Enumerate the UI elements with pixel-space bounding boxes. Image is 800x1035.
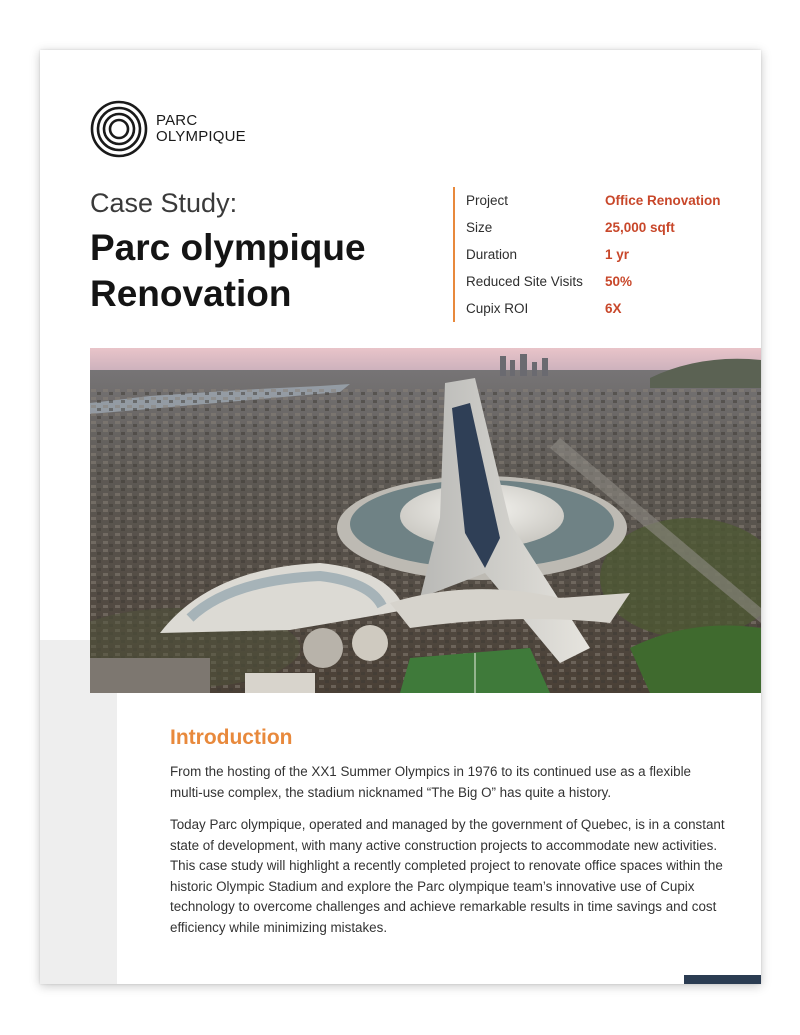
logo-line-1: PARC <box>156 112 198 129</box>
fact-row-project <box>466 187 721 214</box>
logo-wordmark <box>156 113 246 145</box>
title-line-1: Parc olympique <box>90 227 366 268</box>
fact-row-size <box>466 214 721 241</box>
fact-label: Reduced Site Visits <box>466 274 583 289</box>
parc-olympique-logo <box>90 100 246 158</box>
fact-value: 6X <box>605 301 622 316</box>
stadium-aerial-photo <box>90 348 761 693</box>
fact-row-duration <box>466 241 721 268</box>
intro-paragraph-1: From the hosting of the XX1 Summer Olympics in 1976 to its continued use as a flexible multi-use complex, the stadium nicknamed “The Big O” has quite a history. <box>170 764 692 800</box>
case-study-eyebrow: Case Study: <box>90 188 238 218</box>
introduction-heading: Introduction <box>170 726 293 749</box>
logo-line-2: OLYMPIQUE <box>156 128 246 145</box>
fact-row-site-visits <box>466 268 721 295</box>
fact-value: Office Renovation <box>605 193 721 208</box>
title-line-2: Renovation <box>90 273 292 314</box>
concentric-rings-icon <box>90 100 148 158</box>
case-study-page <box>40 50 761 984</box>
fact-label: Cupix ROI <box>466 301 529 316</box>
corner-accent-bar <box>684 975 761 984</box>
fact-value: 25,000 sqft <box>605 220 675 235</box>
fact-row-roi <box>466 295 721 322</box>
intro-paragraph-2: Today Parc olympique, operated and managed by the government of Quebec, is in a constant state of development, with many active construction projects to accommodate new activities. This case study will highlight a recently completed project to renovate office spaces within the historic Olympic Stadium and explore the Parc olympique team’s innovative use of Cupix technology to overcome challenges and achieve remarkable results in time savings and cost efficiency while minimizing mistakes. <box>170 817 725 935</box>
fact-label: Project <box>466 193 509 208</box>
fact-value: 1 yr <box>605 247 630 262</box>
project-facts-table <box>453 187 721 322</box>
page-title <box>90 225 430 317</box>
fact-label: Duration <box>466 247 518 262</box>
fact-label: Size <box>466 220 493 235</box>
fact-value: 50% <box>605 274 633 289</box>
